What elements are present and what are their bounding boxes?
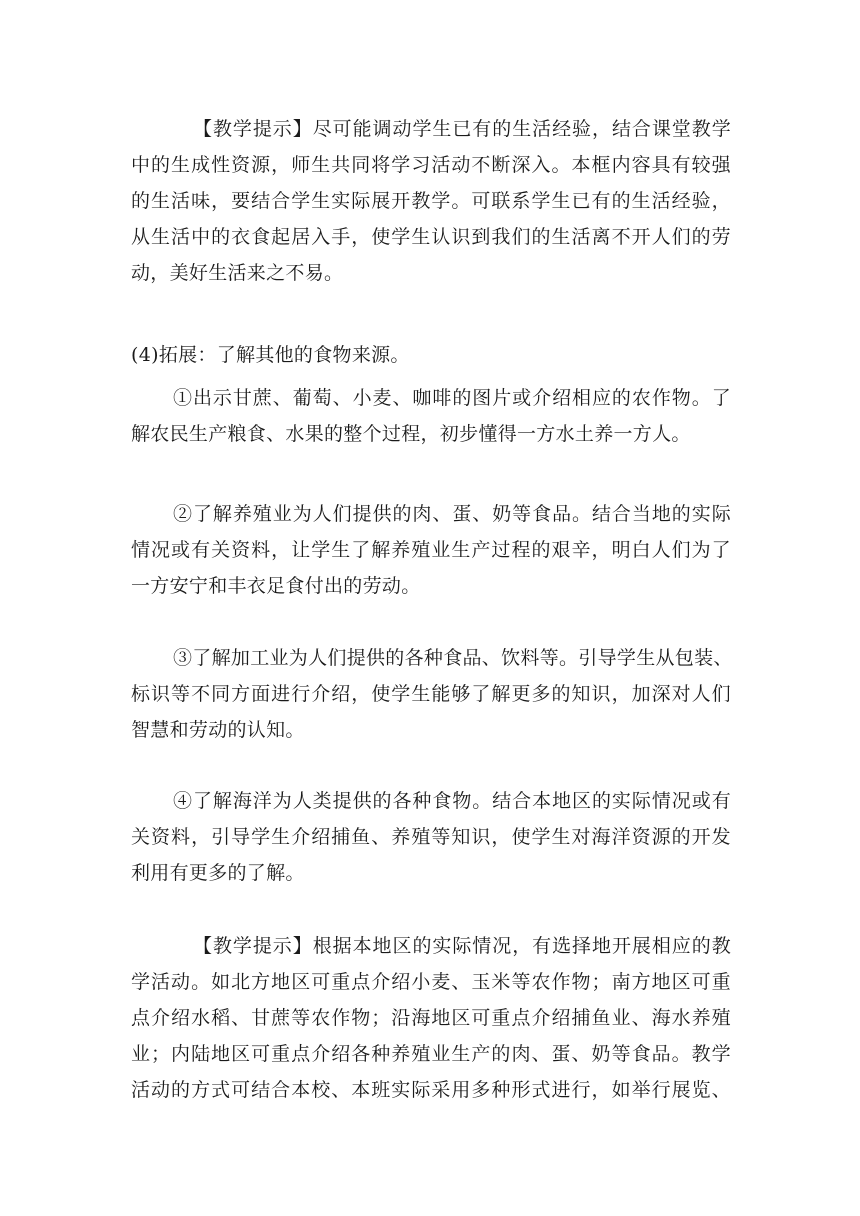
paragraph-line: 一方安宁和丰衣足食付出的劳动。	[131, 575, 421, 597]
paragraph-line: 学活动。如北方地区可重点介绍小麦、玉米等农作物；南方地区可重	[131, 971, 731, 993]
paragraph-line: ②了解养殖业为人们提供的肉、蛋、奶等食品。结合当地的实际	[173, 503, 731, 525]
paragraph-line: 关资料，引导学生介绍捕鱼、养殖等知识，使学生对海洋资源的开发	[131, 826, 731, 848]
paragraph-line: ①出示甘蔗、葡萄、小麦、咖啡的图片或介绍相应的农作物。了	[173, 387, 731, 409]
paragraph-line: 业；内陆地区可重点介绍各种养殖业生产的肉、蛋、奶等食品。教学	[131, 1043, 731, 1065]
paragraph-line: 中的生成性资源，师生共同将学习活动不断深入。本框内容具有较强	[131, 154, 731, 176]
list-item-1	[131, 380, 731, 452]
list-item-4	[131, 783, 731, 891]
teaching-tip-paragraph-1	[131, 111, 731, 291]
paragraph-line: 利用有更多的了解。	[131, 862, 305, 884]
paragraph-line: ③了解加工业为人们提供的各种食品、饮料等。引导学生从包装、	[173, 647, 733, 669]
section-heading-4	[131, 337, 731, 373]
paragraph-line: ④了解海洋为人类提供的各种食物。结合本地区的实际情况或有	[173, 790, 731, 812]
paragraph-line: 的生活味，要结合学生实际展开教学。可联系学生已有的生活经验，	[131, 190, 731, 212]
paragraph-line: 解农民生产粮食、水果的整个过程，初步懂得一方水土养一方人。	[131, 423, 691, 445]
paragraph-line: 情况或有关资料，让学生了解养殖业生产过程的艰辛，明白人们为了	[131, 539, 731, 561]
paragraph-line: 活动的方式可结合本校、本班实际采用多种形式进行，如举行展览、	[131, 1079, 731, 1101]
list-item-3	[131, 640, 731, 748]
paragraph-line: 标识等不同方面进行介绍，使学生能够了解更多的知识，加深对人们	[131, 683, 731, 705]
paragraph-line: 智慧和劳动的认知。	[131, 719, 305, 741]
teaching-tip-paragraph-2	[131, 928, 731, 1108]
heading-line: (4)拓展：了解其他的食物来源。	[131, 344, 410, 366]
paragraph-line: 点介绍水稻、甘蔗等农作物；沿海地区可重点介绍捕鱼业、海水养殖	[131, 1007, 731, 1029]
paragraph-line: 动，美好生活来之不易。	[131, 262, 344, 284]
paragraph-line: 【教学提示】根据本地区的实际情况，有选择地开展相应的教	[193, 935, 731, 957]
list-item-2	[131, 496, 731, 604]
paragraph-line: 【教学提示】尽可能调动学生已有的生活经验，结合课堂教学	[193, 118, 731, 140]
paragraph-line: 从生活中的衣食起居入手，使学生认识到我们的生活离不开人们的劳	[131, 226, 731, 248]
